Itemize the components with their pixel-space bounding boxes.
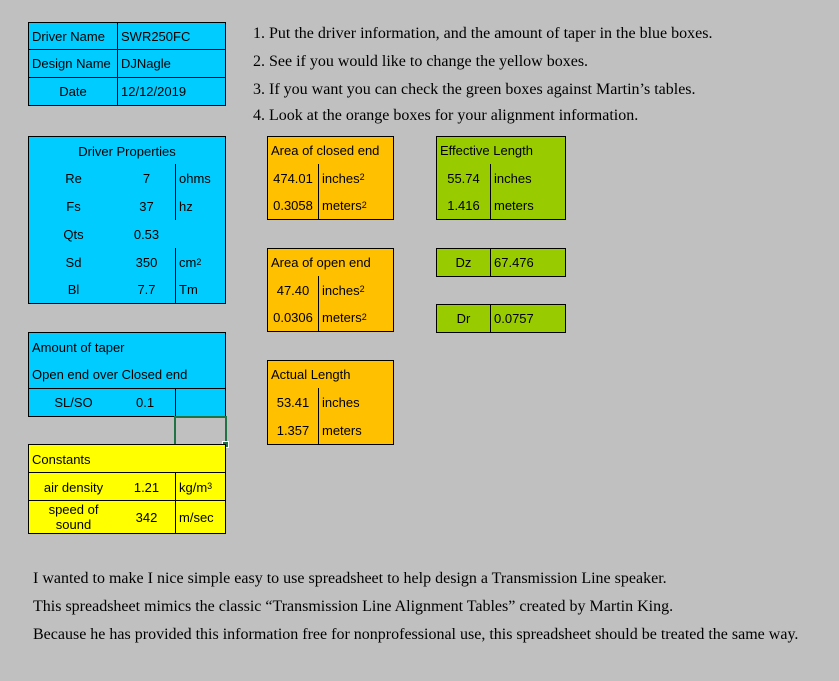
paragraph-line-3: Because he has provided this information free for nonprofessional use, this spreadsheet should be treated the same way. <box>33 626 799 643</box>
instruction-1: 1. Put the driver information, and the amount of taper in the blue boxes. <box>253 25 713 42</box>
fs-unit: hz <box>175 192 226 221</box>
instruction-3: 3. If you want you can check the green boxes against Martin’s tables. <box>253 81 696 98</box>
closed-end-meters-unit: meters $^2$ <box>318 192 394 220</box>
air-density-label: air density <box>28 472 118 501</box>
closed-end-meters-value: 0.3058 <box>267 192 318 220</box>
bl-unit: Tm <box>175 276 226 304</box>
qts-label: Qts <box>28 220 118 249</box>
paragraph-line-2: This spreadsheet mimics the classic “Transmission Line Alignment Tables” created by Martin King. <box>33 598 674 615</box>
qts-unit <box>175 220 226 249</box>
driver-name-cell[interactable]: SWR250FC <box>117 22 226 50</box>
air-density-value[interactable]: 1.21 <box>118 472 175 501</box>
open-end-title: Area of open end <box>267 248 394 277</box>
air-density-unit: kg/m $^3$ <box>175 472 226 501</box>
open-end-meters-value: 0.0306 <box>267 304 318 332</box>
taper-value[interactable]: 0.1 <box>118 388 175 417</box>
driver-properties-header: Driver Properties <box>28 136 226 165</box>
date-cell[interactable]: 12/12/2019 <box>117 77 226 106</box>
fs-value[interactable]: 37 <box>118 192 175 221</box>
effective-length-meters-unit: meters <box>490 192 566 220</box>
qts-value[interactable]: 0.53 <box>118 220 175 249</box>
driver-name-label: Driver Name <box>28 22 118 50</box>
effective-length-title: Effective Length <box>436 136 566 165</box>
actual-length-meters-value: 1.357 <box>267 416 318 445</box>
effective-length-inches-unit: inches <box>490 164 566 193</box>
speed-of-sound-label: speed of sound <box>28 500 118 534</box>
open-end-inches-unit: inches $^2$ <box>318 276 394 305</box>
actual-length-title: Actual Length <box>267 360 394 389</box>
dz-value: 67.476 <box>490 248 566 277</box>
speed-of-sound-unit: m/sec <box>175 500 226 534</box>
sd-unit: cm $^2$ <box>175 248 226 277</box>
bl-value[interactable]: 7.7 <box>118 276 175 304</box>
dz-label: Dz <box>436 248 490 277</box>
open-end-inches-value: 47.40 <box>267 276 318 305</box>
actual-length-inches-unit: inches <box>318 388 394 417</box>
speed-of-sound-value[interactable]: 342 <box>118 500 175 534</box>
selected-cell[interactable] <box>174 416 227 446</box>
dr-label: Dr <box>436 304 490 333</box>
closed-end-title: Area of closed end <box>267 136 394 165</box>
actual-length-inches-value: 53.41 <box>267 388 318 417</box>
sd-label: Sd <box>28 248 118 277</box>
design-name-label: Design Name <box>28 49 118 78</box>
fs-label: Fs <box>28 192 118 221</box>
bl-label: Bl <box>28 276 118 304</box>
re-value[interactable]: 7 <box>118 164 175 193</box>
date-label: Date <box>28 77 118 106</box>
paragraph-line-1: I wanted to make I nice simple easy to use spreadsheet to help design a Transmission Line speaker. <box>33 570 667 587</box>
re-unit: ohms <box>175 164 226 193</box>
dr-value: 0.0757 <box>490 304 566 333</box>
re-label: Re <box>28 164 118 193</box>
constants-title: Constants <box>28 444 226 473</box>
closed-end-inches-value: 474.01 <box>267 164 318 193</box>
instruction-4: 4. Look at the orange boxes for your alignment information. <box>253 107 639 124</box>
design-name-cell[interactable]: DJNagle <box>117 49 226 78</box>
taper-title: Amount of taper <box>28 332 226 361</box>
taper-empty-cell[interactable] <box>175 388 226 417</box>
taper-label: SL/SO <box>28 388 118 417</box>
taper-subtitle: Open end over Closed end <box>28 360 226 389</box>
actual-length-meters-unit: meters <box>318 416 394 445</box>
sd-value[interactable]: 350 <box>118 248 175 277</box>
instruction-2: 2. See if you would like to change the yellow boxes. <box>253 53 589 70</box>
effective-length-meters-value: 1.416 <box>436 192 490 220</box>
effective-length-inches-value: 55.74 <box>436 164 490 193</box>
open-end-meters-unit: meters $^2$ <box>318 304 394 332</box>
closed-end-inches-unit: inches $^2$ <box>318 164 394 193</box>
